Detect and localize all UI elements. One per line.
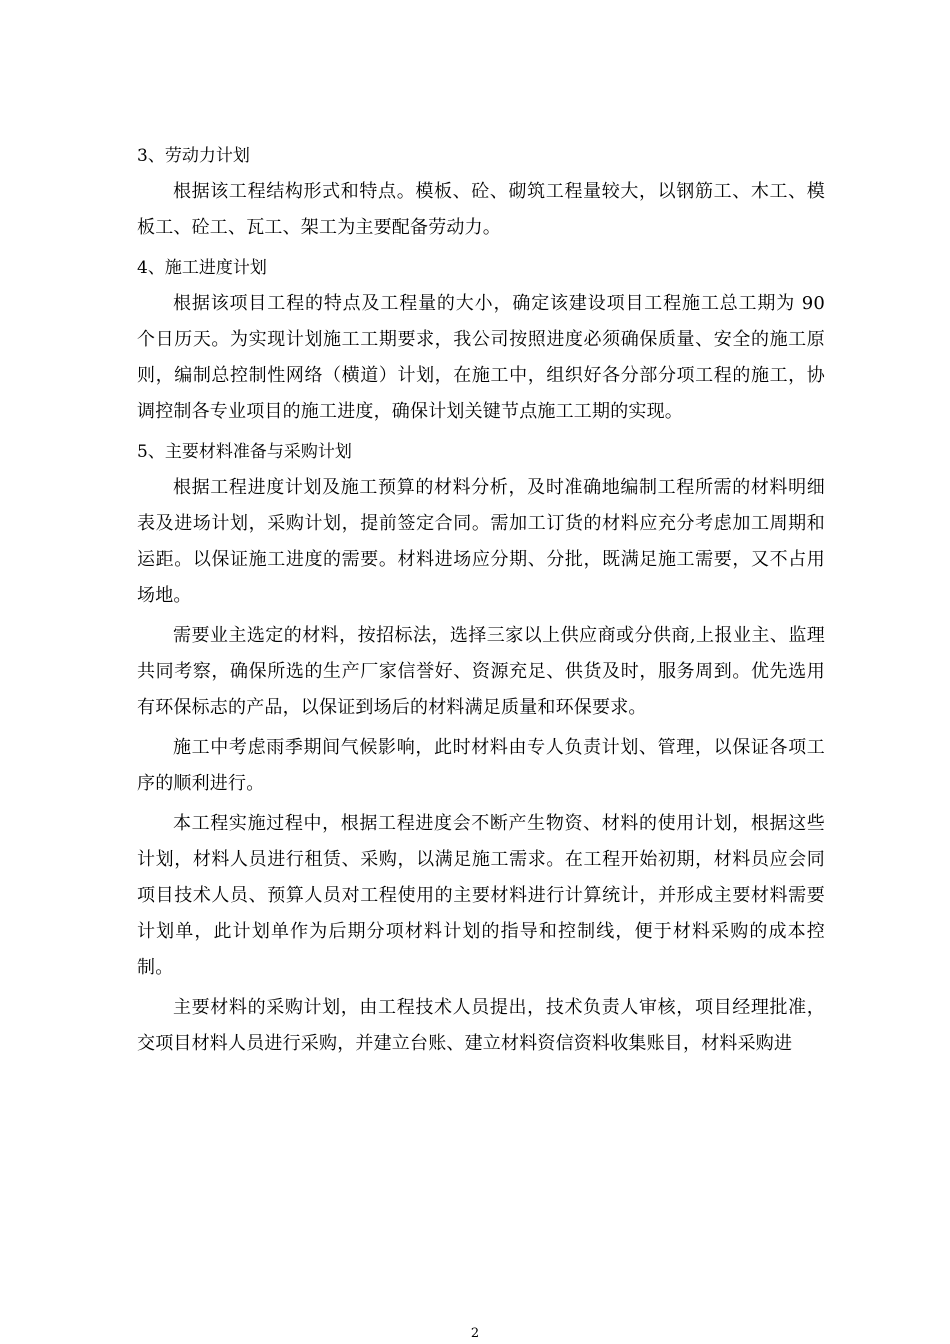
paragraph-rainy-season: 施工中考虑雨季期间气候影响，此时材料由专人负责计划、管理，以保证各项工序的顺利进行。 (137, 737, 825, 794)
page-number: 2 (470, 1326, 480, 1341)
paragraph-material-analysis: 根据工程进度计划及施工预算的材料分析，及时准确地编制工程所需的材料明细表及进场计划，采购计划，提前签定合同。需加工订货的材料应充分考虑加工周期和运距。以保证施工进度的需要。材料进场应分期、分批，既满足施工需要，又不占用场地。 (137, 477, 825, 606)
section-heading-labor-plan: 3、劳动力计划 (137, 146, 250, 166)
section-heading-schedule-plan: 4、施工进度计划 (137, 258, 267, 278)
paragraph-material-usage-plan: 本工程实施过程中，根据工程进度会不断产生物资、材料的使用计划，根据这些计划，材料人员进行租赁、采购，以满足施工需求。在工程开始初期，材料员应会同项目技术人员、预算人员对工程使用的主要材料进行计算统计，并形成主要材料需要计划单，此计划单作为后期分项材料计划的指导和控制线，便于材料采购的成本控制。 (137, 813, 825, 978)
paragraph-owner-selected-materials: 需要业主选定的材料，按招标法，选择三家以上供应商或分供商,上报业主、监理共同考察，确保所选的生产厂家信誉好、资源充足、供货及时，服务周到。优先选用有环保标志的产品，以保证到场后的材料满足质量和环保要求。 (137, 625, 825, 718)
document-body (137, 138, 825, 1066)
paragraph-schedule-plan: 根据该项目工程的特点及工程量的大小，确定该建设项目工程施工总工期为 90 个日历天。为实现计划施工工期要求，我公司按照进度必须确保质量、安全的施工原则，编制总控制性网络（横道）计划，在施工中，组织好各分部分项工程的施工，协调控制各专业项目的施工进度，确保计划关键节点施工工期的实现。 (137, 293, 825, 422)
section-heading-material-plan: 5、主要材料准备与采购计划 (137, 442, 352, 462)
paragraph-procurement-plan: 主要材料的采购计划，由工程技术人员提出，技术负责人审核，项目经理批准，交项目材料人员进行采购，并建立台账、建立材料资信资料收集账目，材料采购进 (137, 997, 825, 1054)
paragraph-labor-plan: 根据该工程结构形式和特点。模板、砼、砌筑工程量较大，以钢筋工、木工、模板工、砼工、瓦工、架工为主要配备劳动力。 (137, 181, 825, 238)
